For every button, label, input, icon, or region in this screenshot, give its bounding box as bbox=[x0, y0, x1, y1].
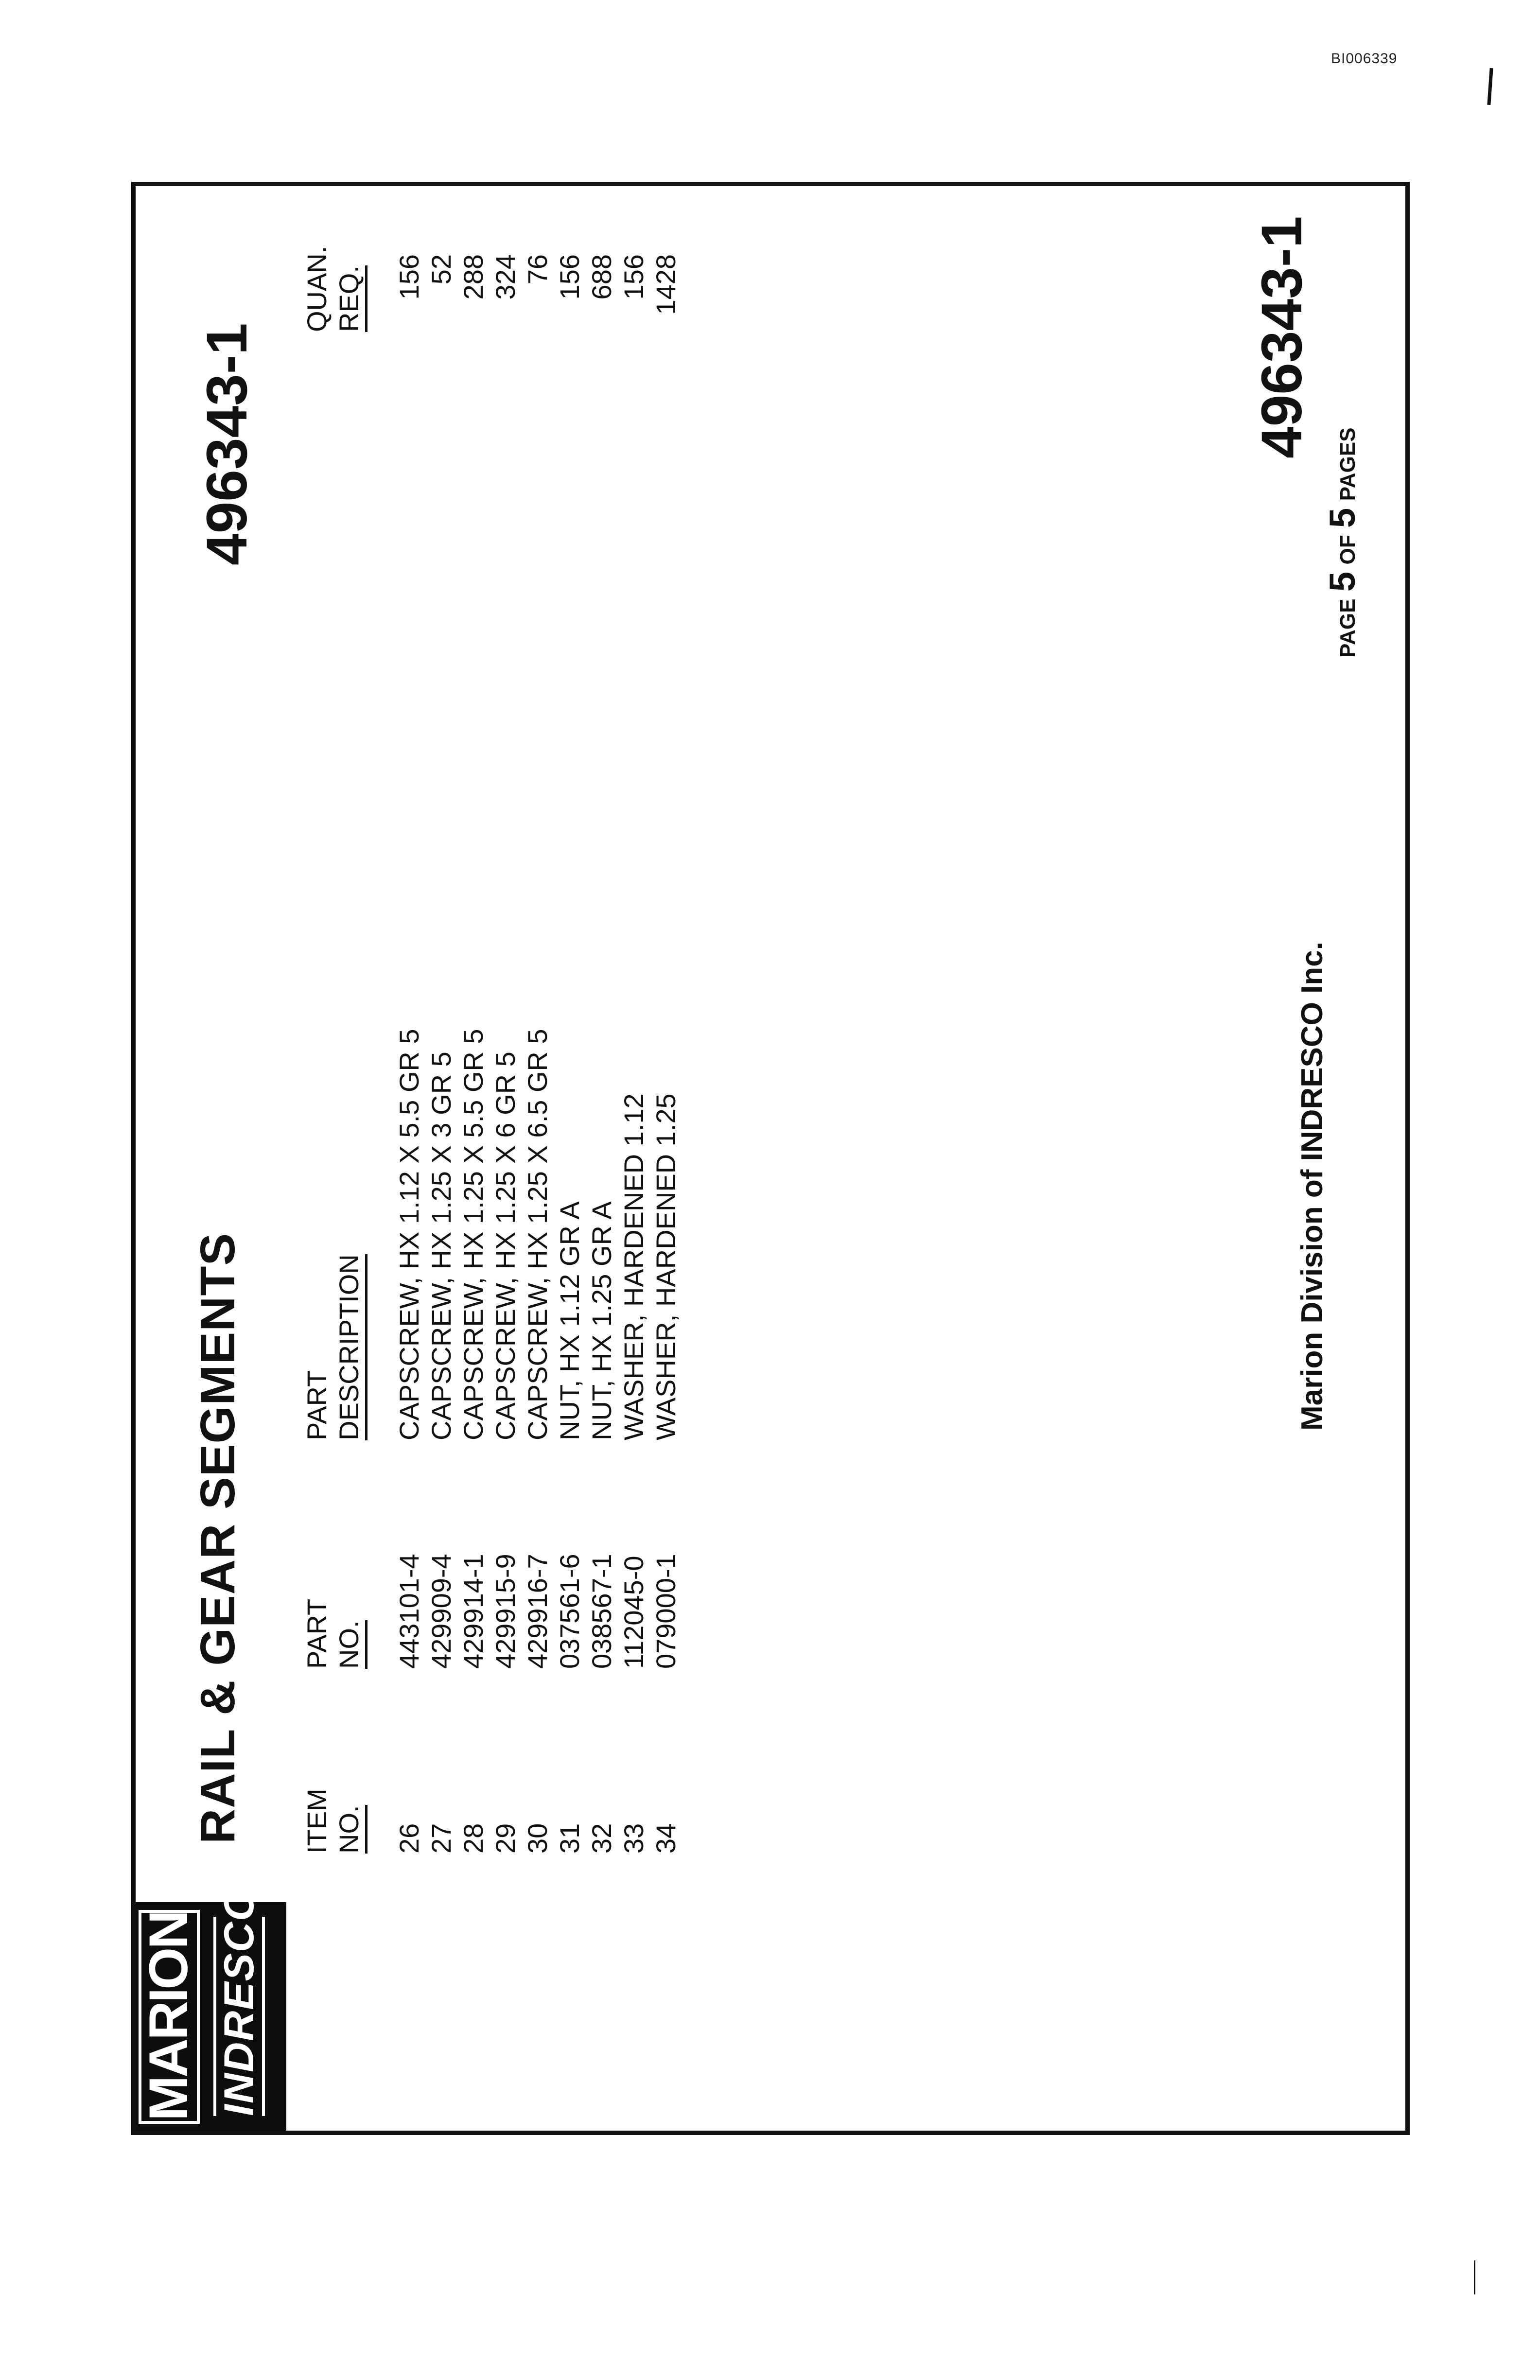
edge-mark bbox=[1487, 68, 1493, 105]
header-part-line1: PART bbox=[301, 1598, 332, 1669]
pages-label: PAGES bbox=[1336, 427, 1360, 501]
quantity: 52 bbox=[426, 254, 456, 285]
part-description: CAPSCREW, HX 1.25 X 3 GR 5 bbox=[426, 1051, 456, 1440]
page-number: 5 bbox=[1322, 571, 1363, 592]
header-item-no bbox=[301, 1788, 365, 1854]
quantity: 688 bbox=[586, 254, 617, 300]
part-description: WASHER, HARDENED 1.12 bbox=[618, 1093, 649, 1440]
item-number: 28 bbox=[458, 1823, 489, 1854]
part-number: 443101-4 bbox=[394, 1554, 424, 1669]
item-number: 29 bbox=[490, 1823, 521, 1854]
part-description: CAPSCREW, HX 1.25 X 6 GR 5 bbox=[490, 1051, 521, 1440]
page-label: PAGE bbox=[1336, 598, 1360, 658]
part-number: 429916-7 bbox=[522, 1554, 553, 1669]
quantity: 156 bbox=[618, 254, 649, 300]
part-number: 429909-4 bbox=[426, 1554, 456, 1669]
quantity: 288 bbox=[458, 254, 489, 300]
part-number: 037561-6 bbox=[554, 1554, 585, 1669]
quantity: 156 bbox=[554, 254, 585, 300]
edge-mark bbox=[1474, 2260, 1475, 2294]
quantity: 1428 bbox=[650, 254, 681, 315]
item-number: 31 bbox=[554, 1823, 585, 1854]
header-item-line2: NO. bbox=[333, 1805, 368, 1854]
page-title: RAIL & GEAR SEGMENTS bbox=[191, 1232, 245, 1844]
document-number-footer: 496343-1 bbox=[1250, 216, 1314, 458]
quantity: 76 bbox=[522, 254, 553, 285]
header-desc-line2: DESCRIPTION bbox=[333, 1254, 368, 1440]
parts-list-frame bbox=[131, 182, 1410, 2135]
part-number: 429914-1 bbox=[458, 1554, 489, 1669]
of-label: OF bbox=[1336, 535, 1360, 565]
item-number: 32 bbox=[586, 1823, 617, 1854]
part-number: 079000-1 bbox=[650, 1554, 681, 1669]
quantity: 324 bbox=[490, 254, 521, 300]
header-part-no bbox=[301, 1599, 365, 1669]
logo-marion-text: MARION bbox=[139, 1910, 200, 2124]
part-description: CAPSCREW, HX 1.25 X 5.5 GR 5 bbox=[458, 1029, 489, 1440]
part-description: NUT, HX 1.25 GR A bbox=[586, 1201, 617, 1440]
quantity: 156 bbox=[394, 254, 424, 300]
part-description: NUT, HX 1.12 GR A bbox=[554, 1201, 585, 1440]
item-number: 34 bbox=[650, 1823, 681, 1854]
header-qty-line2: REQ. bbox=[333, 265, 368, 332]
part-description: CAPSCREW, HX 1.25 X 6.5 GR 5 bbox=[522, 1029, 553, 1440]
part-number: 038567-1 bbox=[586, 1554, 617, 1669]
part-number: 112045-0 bbox=[618, 1556, 649, 1669]
rotated-sheet bbox=[136, 186, 1405, 2131]
page-total: 5 bbox=[1322, 508, 1363, 528]
bates-number: BI006339 bbox=[1331, 51, 1398, 67]
header-desc-line1: PART bbox=[301, 1370, 332, 1440]
item-number: 27 bbox=[426, 1823, 456, 1854]
header-item-line1: ITEM bbox=[301, 1788, 332, 1854]
marion-indresco-logo bbox=[136, 1888, 286, 2131]
item-number: 33 bbox=[618, 1823, 649, 1854]
header-part-description bbox=[301, 1254, 365, 1440]
item-number: 30 bbox=[522, 1823, 553, 1854]
header-qty-line1: QUAN. bbox=[301, 245, 332, 332]
document-number-header: 496343-1 bbox=[195, 323, 259, 565]
header-quantity-required bbox=[301, 246, 365, 332]
page-indicator bbox=[1322, 428, 1363, 658]
item-number: 26 bbox=[394, 1823, 424, 1854]
part-number: 429915-9 bbox=[490, 1554, 521, 1669]
logo-indresco-text: INDRESCO bbox=[213, 1917, 265, 2116]
part-description: CAPSCREW, HX 1.12 X 5.5 GR 5 bbox=[394, 1029, 424, 1440]
header-part-line2: NO. bbox=[333, 1620, 368, 1669]
part-description: WASHER, HARDENED 1.25 bbox=[650, 1093, 681, 1440]
company-name: Marion Division of INDRESCO Inc. bbox=[1295, 942, 1329, 1431]
